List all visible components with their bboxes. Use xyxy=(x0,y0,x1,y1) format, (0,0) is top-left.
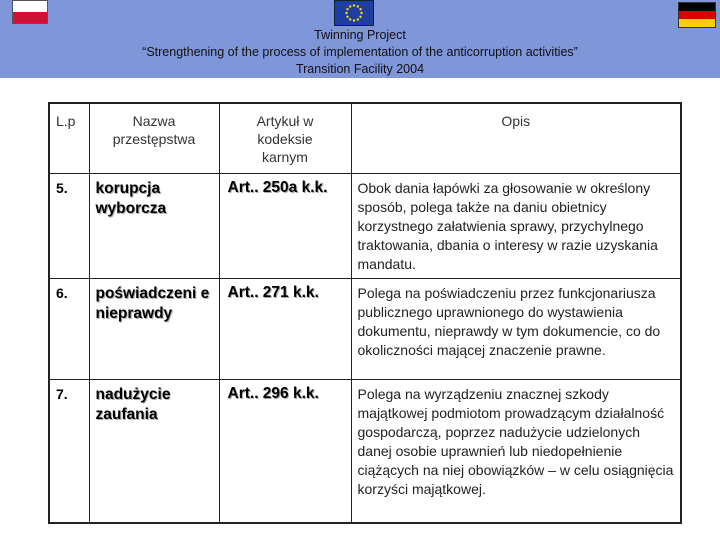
crime-name: nadużycie zaufania xyxy=(89,379,219,523)
crime-description: Obok dania łapówki za głosowanie w określony sposób, polega także na daniu obietnicy korzystnego załatwienia sprawy, przychylnego traktowania, dbania o interesy w razie uzyskania mandatu. xyxy=(351,173,681,278)
crime-article: Art.. 296 k.k. xyxy=(219,379,351,523)
table-row xyxy=(49,379,681,523)
row-number: 6. xyxy=(49,278,89,379)
flag-poland-icon xyxy=(12,0,48,24)
header-article: Artykuł w kodeksie karnym xyxy=(219,103,351,173)
crime-article: Art.. 271 k.k. xyxy=(219,278,351,379)
crime-article: Art.. 250a k.k. xyxy=(219,173,351,278)
table-header-row xyxy=(49,103,681,173)
row-number: 5. xyxy=(49,173,89,278)
crime-description: Polega na poświadczeniu przez funkcjonariusza publicznego uprawnionego do wystawienia dokumentu, nieprawdy w tym dokumencie, co do okoliczności mającej znaczenie prawne. xyxy=(351,278,681,379)
crimes-table xyxy=(48,102,682,524)
flag-germany-icon xyxy=(678,2,716,28)
header-lp: L.p xyxy=(49,103,89,173)
header-title xyxy=(0,27,720,78)
table-row xyxy=(49,278,681,379)
header-name: Nazwa przestępstwa xyxy=(89,103,219,173)
header-line-3: Transition Facility 2004 xyxy=(295,62,425,76)
table-row xyxy=(49,173,681,278)
header-line-2: “Strengthening of the process of implementation of the anticorruption activities” xyxy=(142,45,578,59)
flag-eu-icon xyxy=(334,0,374,26)
crime-description: Polega na wyrządzeniu znacznej szkody majątkowej podmiotom prowadzącym działalność gospodarczą, poprzez nadużycie udzielonych danej osobie uprawnień lub niedopełnienie ciążących na niej obowiązków – w celu osiągnięcia korzyści majątkowej. xyxy=(351,379,681,523)
header-line-1: Twinning Project xyxy=(314,28,406,42)
header-desc: Opis xyxy=(351,103,681,173)
header-banner xyxy=(0,0,720,78)
row-number: 7. xyxy=(49,379,89,523)
crime-name: poświadczeni e nieprawdy xyxy=(89,278,219,379)
eu-stars-icon xyxy=(335,1,373,25)
crime-name: korupcja wyborcza xyxy=(89,173,219,278)
